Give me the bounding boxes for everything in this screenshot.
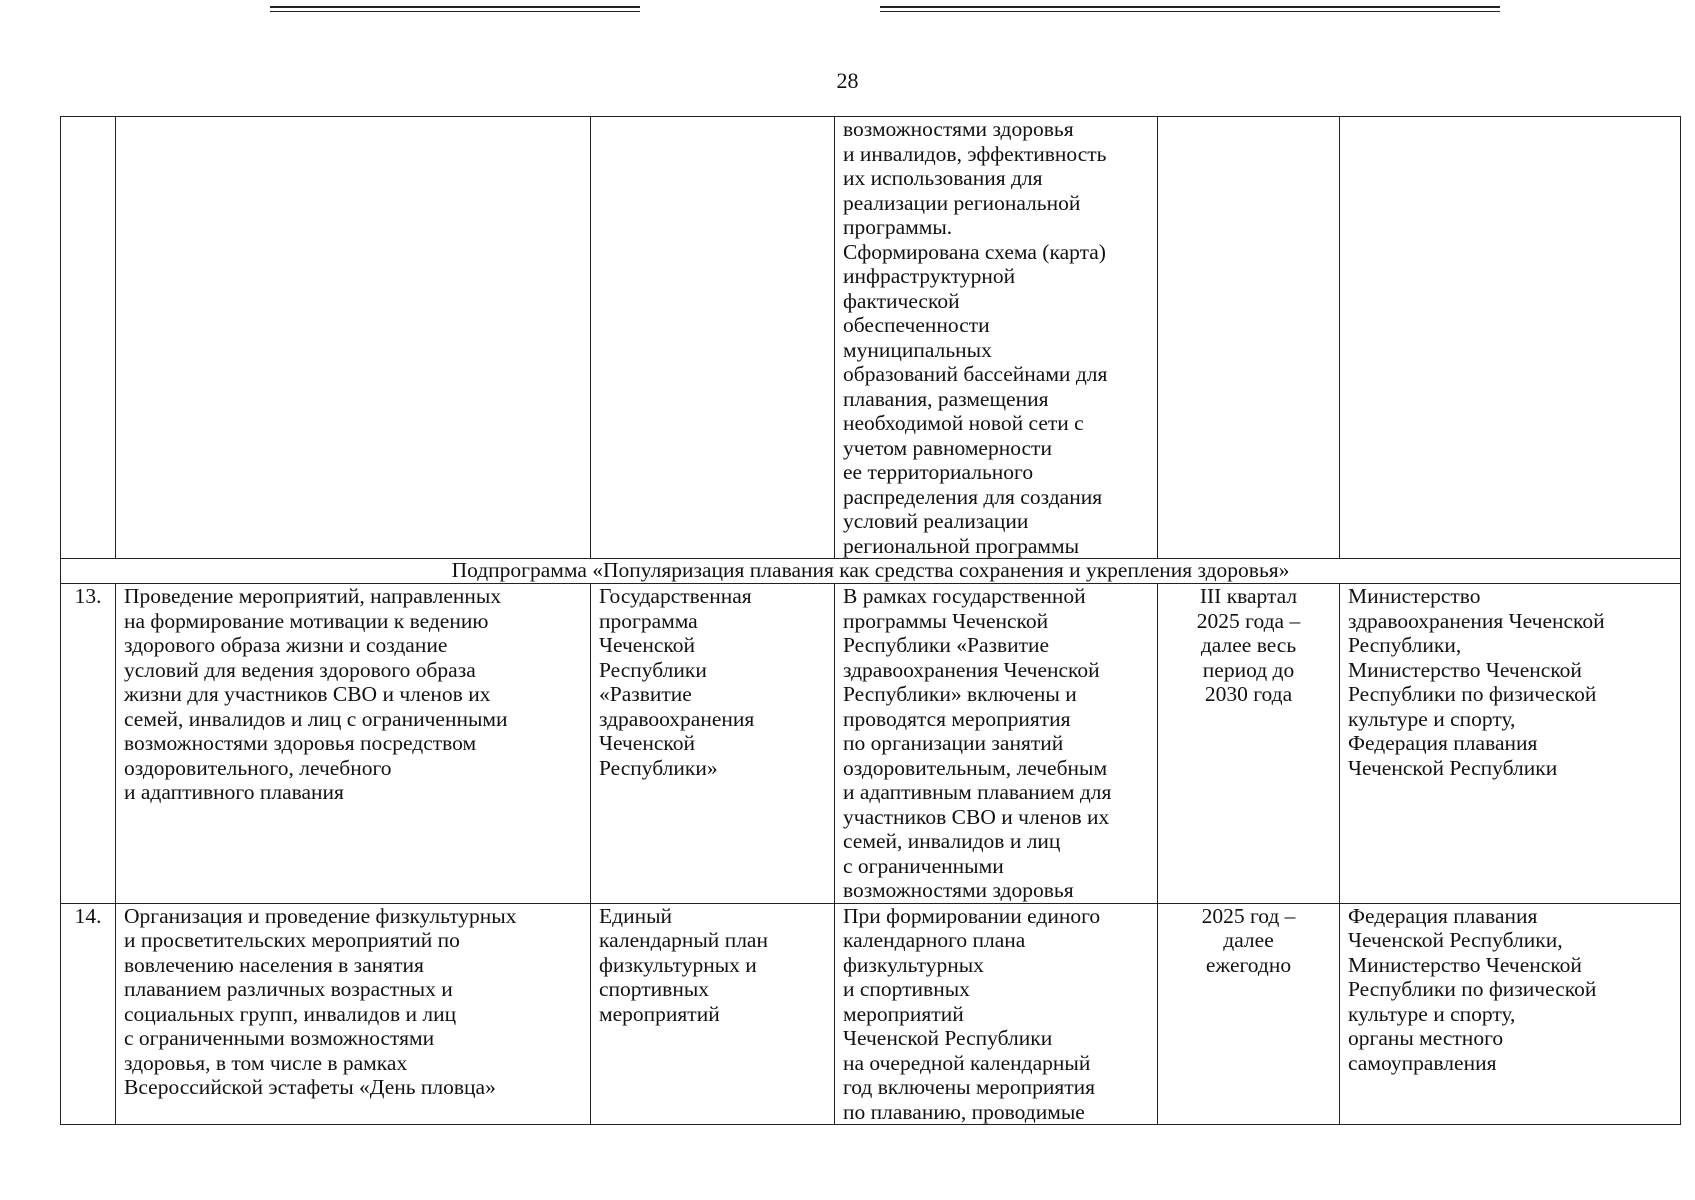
subprogram-row xyxy=(61,559,1681,584)
page-number: 28 xyxy=(836,68,859,93)
table-row xyxy=(61,117,1681,559)
num-cell: 13. xyxy=(61,584,116,904)
dates-cell: III квартал 2025 года – далее весь период до 2030 года xyxy=(1158,584,1340,904)
measures-table xyxy=(60,116,1681,1125)
subprogram-title: Подпрограмма «Популяризация плавания как средства сохранения и укрепления здоровья» xyxy=(61,559,1681,584)
responsible-cell: Министерство здравоохранения Чеченской Республики, Министерство Чеченской Республики по физической культуре и спорту, Федерация плавания Чеченской Республики xyxy=(1340,584,1681,904)
num-cell xyxy=(61,117,116,559)
responsible-cell xyxy=(1340,117,1681,559)
document-cell: Государственная программа Чеченской Республики «Развитие здравоохранения Чеченской Республики» xyxy=(591,584,835,904)
activity-cell: Проведение мероприятий, направленных на формирование мотивации к ведению здорового образа жизни и создание условий для ведения здорового образа жизни для участников СВО и членов их семей, инвалидов и лиц с ограниченными возможностями здоровья посредством оздоровительного, лечебного и адаптивного плавания xyxy=(116,584,591,904)
document-cell xyxy=(591,117,835,559)
num-cell: 14. xyxy=(61,903,116,1125)
table-row xyxy=(61,584,1681,904)
outcome-cell: В рамках государственной программы Чеченской Республики «Развитие здравоохранения Чеченской Республики» включены и проводятся мероприятия по организации занятий оздоровительным, лечебным и адаптивным плаванием для участников СВО и членов их семей, инвалидов и лиц с ограниченными возможностями здоровья xyxy=(835,584,1158,904)
responsible-cell: Федерация плавания Чеченской Республики, Министерство Чеченской Республики по физической культуре и спорту, органы местного самоуправления xyxy=(1340,903,1681,1125)
table-row xyxy=(61,903,1681,1125)
activity-cell: Организация и проведение физкультурных и просветительских мероприятий по вовлечению населения в занятия плаванием различных возрастных и социальных групп, инвалидов и лиц с ограниченными возможностями здоровья, в том числе в рамках Всероссийской эстафеты «День пловца» xyxy=(116,903,591,1125)
outcome-cell: При формировании единого календарного плана физкультурных и спортивных мероприятий Чеченской Республики на очередной календарный год включены мероприятия по плаванию, проводимые xyxy=(835,903,1158,1125)
activity-cell xyxy=(116,117,591,559)
header-rule xyxy=(880,6,1500,8)
outcome-cell: возможностями здоровья и инвалидов, эффективность их использования для реализации региональной программы. Сформирована схема (карта) инфраструктурной фактической обеспеченности муниципальных образований бассейнами для плавания, размещения необходимой новой сети с учетом равномерности ее территориального распределения для создания условий реализации региональной программы xyxy=(835,117,1158,559)
header-rule xyxy=(270,6,640,8)
header-rule xyxy=(270,11,640,12)
header-rule xyxy=(880,11,1500,12)
dates-cell xyxy=(1158,117,1340,559)
document-cell: Единый календарный план физкультурных и спортивных мероприятий xyxy=(591,903,835,1125)
dates-cell: 2025 год – далее ежегодно xyxy=(1158,903,1340,1125)
